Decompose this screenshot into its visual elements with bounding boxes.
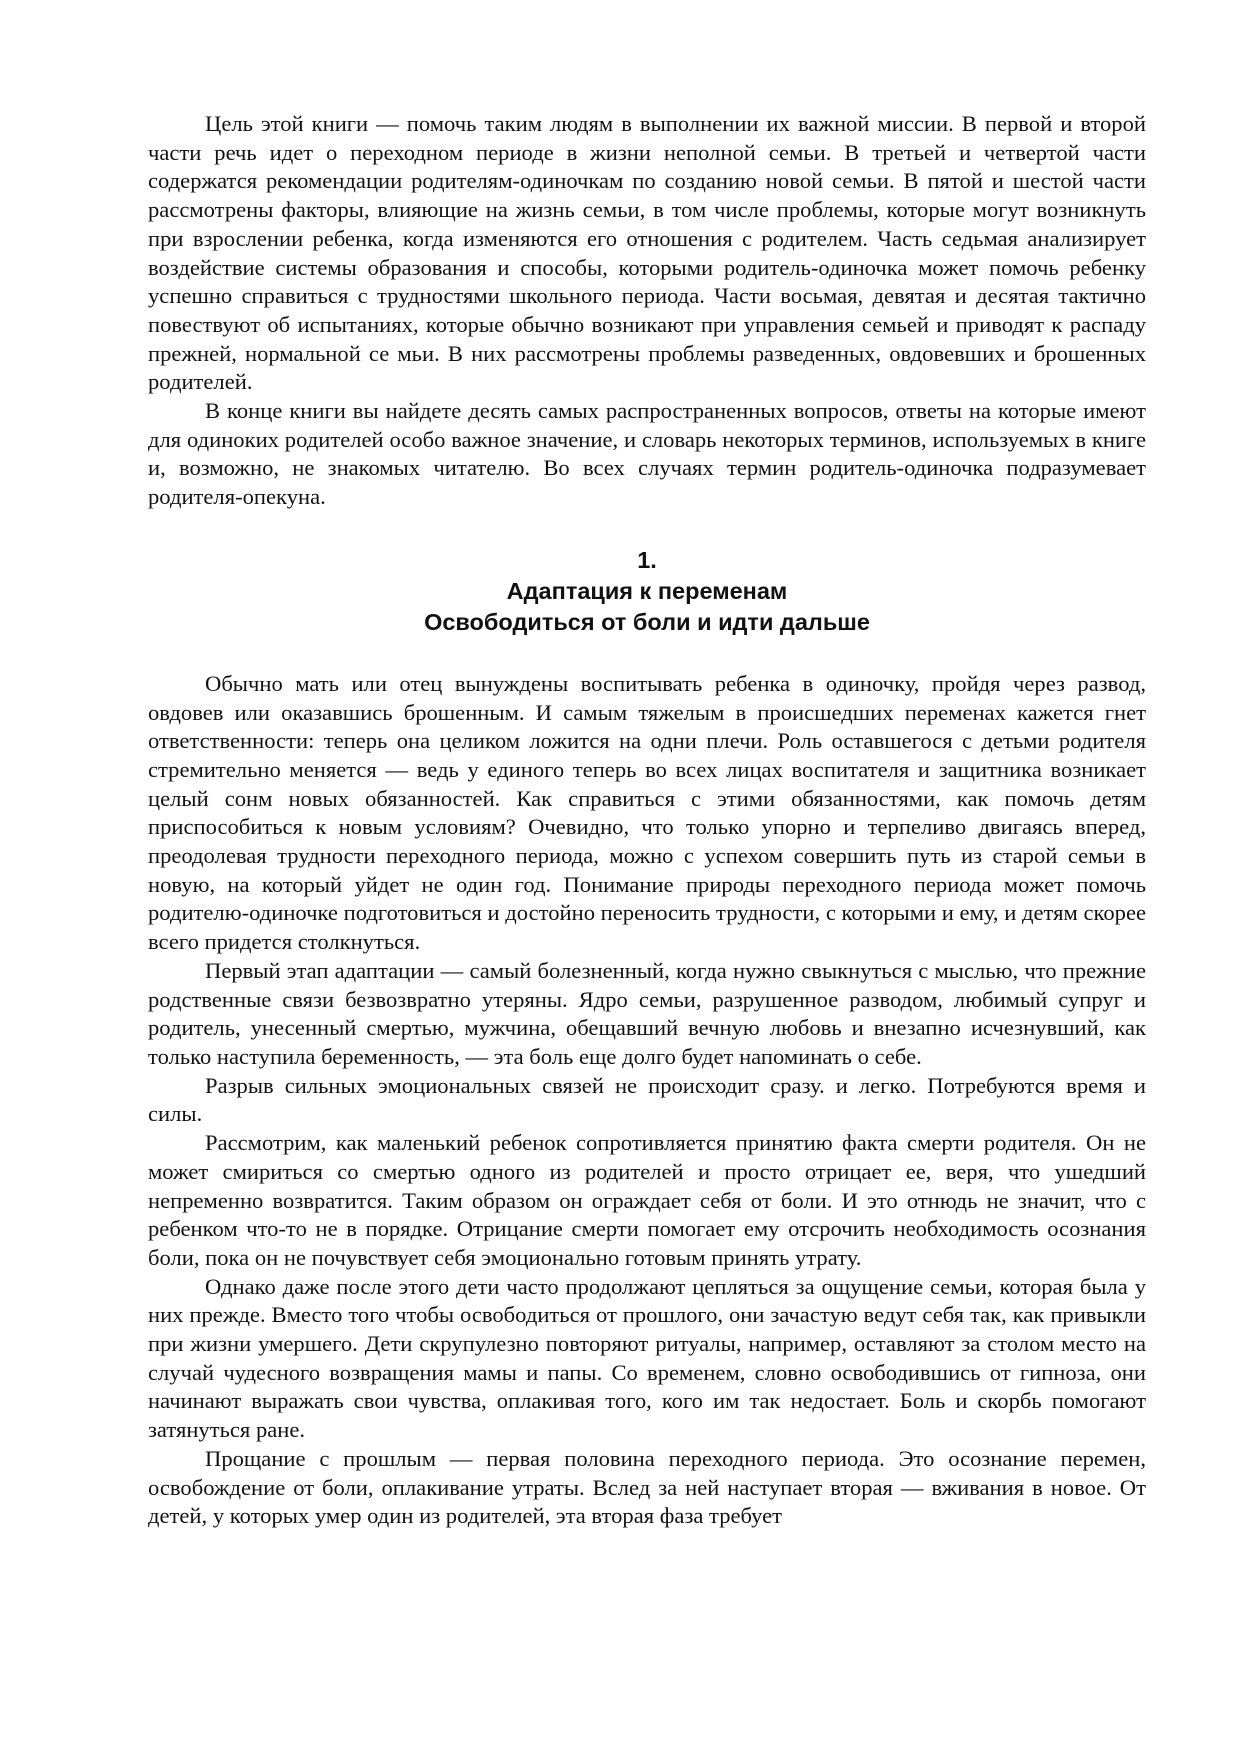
body-paragraph-3: Разрыв сильных эмоциональных связей не происходит сразу. и легко. Потребуются время и силы. [148, 1072, 1146, 1127]
chapter-number: 1. [637, 546, 657, 573]
body-paragraph-5: Однако даже после этого дети часто продолжают цепляться за ощущение семьи, которая была у них прежде. Вместо того чтобы освободиться от прошлого, они зачастую ведут себя так, как привыкли при жизни умершего. Дети скрупулезно повторяют ритуалы, например, оставляют за столом место на случай чудесного возвращения мамы и папы. Со временем, словно освободившись от гипноза, они начинают выражать свои чувства, оплакивая того, кого им так недостает. Боль и скорбь помогают затянуться ране. [148, 1273, 1146, 1443]
document-page [148, 110, 1146, 1531]
body-paragraph-1: Обычно мать или отец вынуждены воспитывать ребенка в одиночку, пройдя через развод, овдовев или оказавшись брошенным. И самым тяжелым в происшедших переменах кажется гнет ответственности: теперь она целиком ложится на одни плечи. Роль оставшегося с детьми родителя стремительно меняется — ведь у единого теперь во всех лицах воспитателя и защитника возникает целый сонм новых обязанностей. Как справиться с этими обязанностями, как помочь детям приспособиться к новым условиям? Очевидно, что только упорно и терпеливо двигаясь вперед, преодолевая трудности переходного периода, можно с успехом совершить путь из старой семьи в новую, на который уйдет не один год. Понимание природы переходного периода может помочь родителю-одиночке подготовиться и достойно переносить трудности, с которыми и ему, и детям скорее всего придется столкнуться. [148, 670, 1146, 955]
body-paragraph-2: Первый этап адаптации — самый болезненный, когда нужно свыкнуться с мыслью, что прежние родственные связи безвозвратно утеряны. Ядро семьи, разрушенное разводом, любимый супруг и родитель, унесенный смертью, мужчина, обещавший вечную любовь и внезапно исчезнувший, как только наступила беременность, — эта боль еще долго будет напоминать о себе. [148, 957, 1146, 1069]
chapter-title: Адаптация к переменам [506, 577, 788, 604]
body-paragraph-4: Рассмотрим, как маленький ребенок сопротивляется принятию факта смерти родителя. Он не может смириться со смертью одного из родителей и просто отрицает ее, веря, что ушедший непременно возвратится. Таким образом он ограждает себя от боли. И это отнюдь не значит, что с ребенком что-то не в порядке. Отрицание смерти помогает ему отсрочить необходимость осознания боли, пока он не почувствует себя эмоционально готовым принять утрату. [148, 1130, 1146, 1270]
intro-paragraph-2: В конце книги вы найдете десять самых распространенных вопросов, ответы на которые имеют для одиноких родителей особо важное значение, и словарь некоторых терминов, используемых в книге и, возможно, не знакомых читателю. Во всех случаях термин родитель-одиночка подразумевает родителя-опекуна. [148, 398, 1146, 510]
chapter-subtitle: Освободиться от боли и идти дальше [424, 608, 870, 635]
chapter-heading [148, 545, 1146, 638]
body-paragraph-6: Прощание с прошлым — первая половина переходного периода. Это осознание перемен, освобождение от боли, оплакивание утраты. Вслед за ней наступает вторая — вживания в новое. От детей, у которых умер один из родителей, эта вторая фаза требует [148, 1445, 1146, 1529]
intro-paragraph-1: Цель этой книги — помочь таким людям в выполнении их важной миссии. В первой и второй части речь идет о переходном периоде в жизни неполной семьи. В третьей и четвертой части содержатся рекомендации родителям-одиночкам по созданию новой семьи. В пятой и шестой части рассмотрены факторы, влияющие на жизнь семьи, в том числе проблемы, которые могут возникнуть при взрослении ребенка, когда изменяются его отношения с родителем. Часть седьмая анализирует воздействие системы образования и способы, которыми родитель-одиночка может помочь ребенку успешно справиться с трудностями школьного периода. Части восьмая, девятая и десятая тактично повествуют об испытаниях, которые обычно возникают при управления семьей и приводят к распаду прежней, нормальной се мьи. В них рассмотрены проблемы разведенных, овдовевших и брошенных родителей. [148, 111, 1146, 395]
